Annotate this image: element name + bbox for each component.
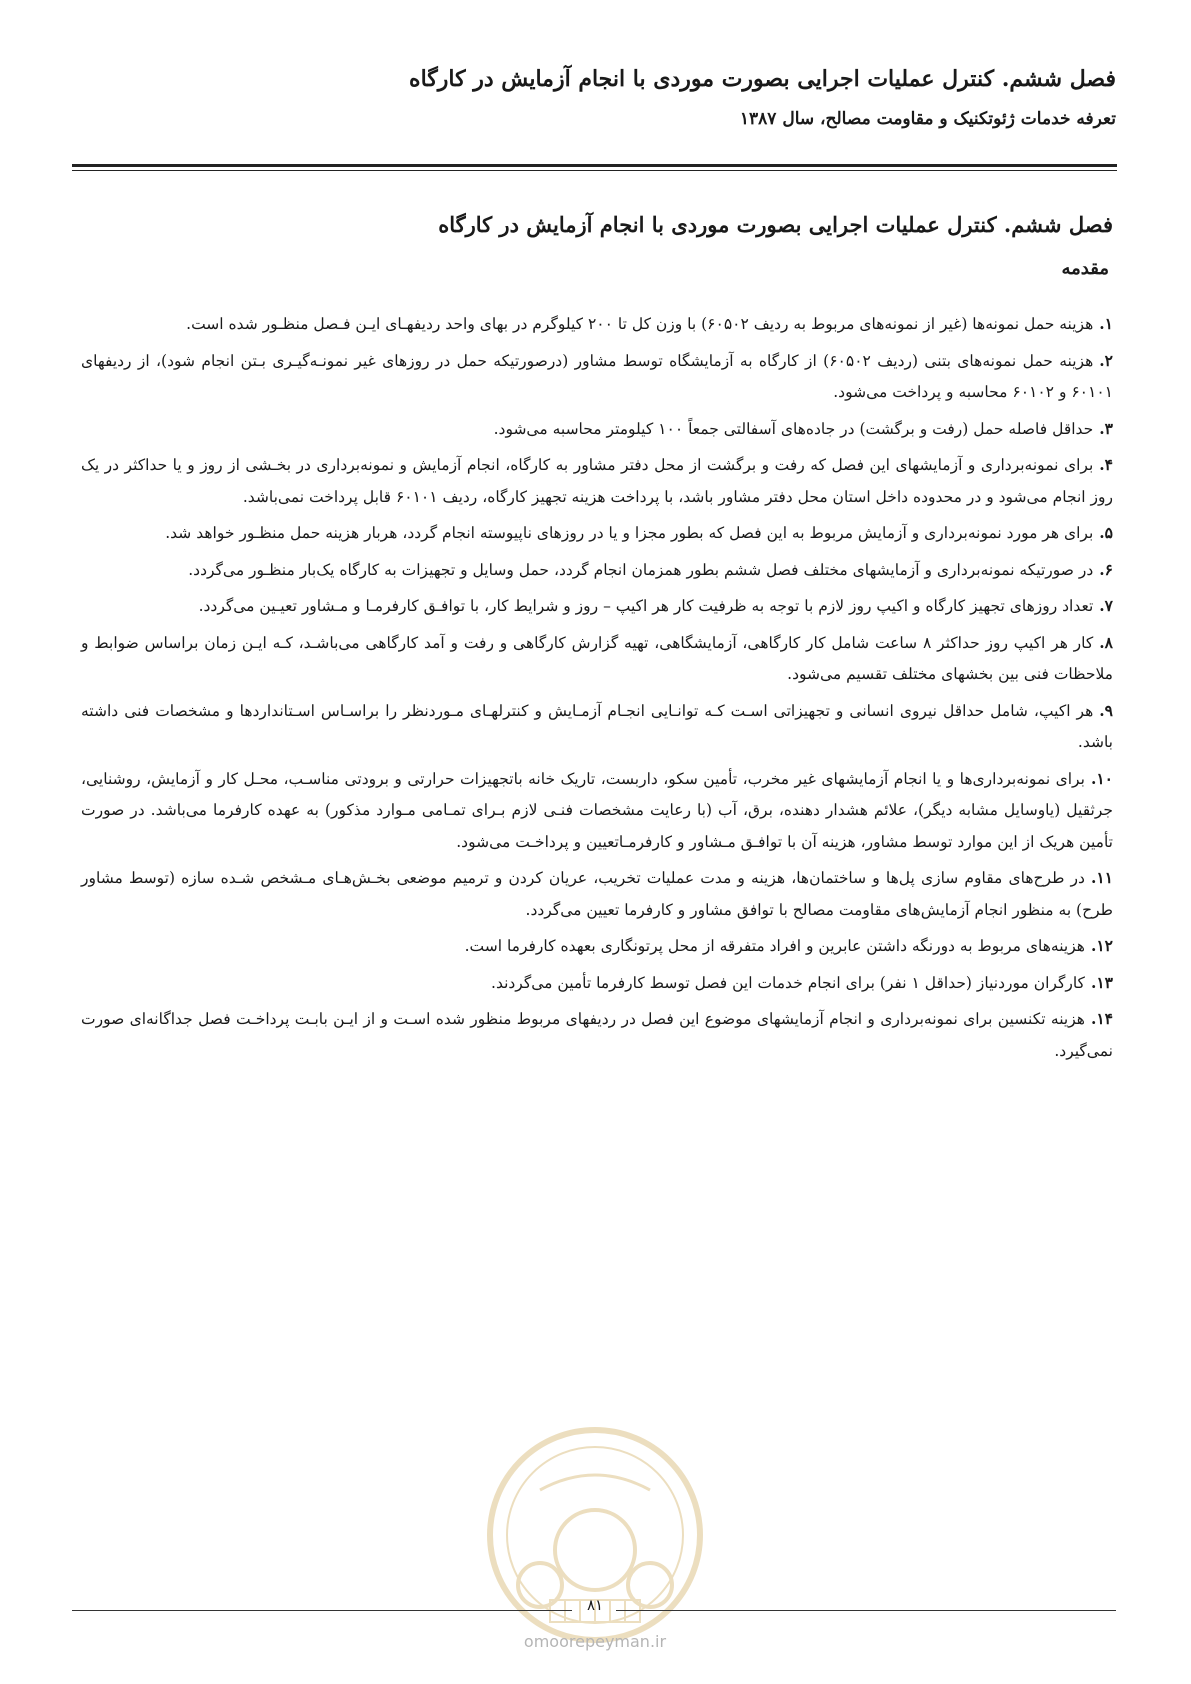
list-item xyxy=(81,554,1113,587)
item-number: ۷. xyxy=(1099,596,1113,615)
list-item xyxy=(81,862,1113,926)
item-number: ۹. xyxy=(1099,700,1113,720)
list-item xyxy=(81,345,1113,409)
item-number: ۲. xyxy=(1099,350,1113,370)
item-text: هر اکیپ، شامل حداقل نیروی انسانی و تجهیزاتی اسـت کـه توانـایی انجـام آزمـایش و کنترلهـای مـوردنظر را براسـاس اسـتانداردها و مشخصات فنی داشته باشد. xyxy=(81,701,1113,751)
item-text: هزینه حمل نمونه‌های بتنی (ردیف ۶۰۵۰۲) از کارگاه به آزمایشگاه توسط مشاور (درصورتیکه حمل در روزهای غیر نمونـه‌گیـری بـتن انجام شود)، از ردیفهای ۶۰۱۰۱ و ۶۰۱۰۲ محاسبه و پرداخت می‌شود. xyxy=(81,351,1113,401)
list-item xyxy=(81,413,1113,446)
list-item xyxy=(81,517,1113,550)
list-item xyxy=(81,967,1113,1000)
header-subtitle: تعرفه خدمات ژئوتکنیک و مقاومت مصالح، سال ۱۳۸۷ xyxy=(739,109,1116,129)
item-number: ۳. xyxy=(1099,418,1113,438)
item-number: ۱۱. xyxy=(1090,868,1113,887)
item-number: ۱. xyxy=(1099,314,1113,333)
list-item xyxy=(81,763,1113,859)
footer-rule-left xyxy=(72,1610,572,1611)
item-text: در طرح‌های مقاوم سازی پل‌ها و ساختمان‌ها، هزینه و مدت عملیات تخریب، عریان کردن و ترمیم موضعی بخـش‌هـای مـشخص شـده سازه (توسط مشاور طرح) به منظور انجام آزمایش‌های مقاومت مصالح با توافق مشاور و کارفرما تعیین می‌گردد. xyxy=(81,869,1113,919)
item-number: ۱۴. xyxy=(1090,1009,1113,1028)
header-rule-thick xyxy=(72,164,1117,167)
item-number: ۸. xyxy=(1099,632,1113,652)
list-item xyxy=(81,308,1113,341)
item-text: هزینه حمل نمونه‌ها (غیر از نمونه‌های مربوط به ردیف ۶۰۵۰۲) با وزن کل تا ۲۰۰ کیلوگرم در بهای واحد ردیفهـای ایـن فـصل منظـور شده است. xyxy=(186,315,1094,333)
item-text: کار هر اکیپ روز حداکثر ۸ ساعت شامل کار کارگاهی، آزمایشگاهی، تهیه گزارش کارگاهی و رفت و آمد کارگاهی می‌باشـد، کـه ایـن زمان براساس ضوابط و ملاحظات فنی بین بخشهای مختلف تقسیم می‌شود. xyxy=(81,633,1113,683)
item-text: هزینه تکنسین برای نمونه‌برداری و انجام آزمایشهای موضوع این فصل در ردیفهای مربوط منظور شده اسـت و از ایـن بابـت پرداخـت فصل جداگانه‌ای صورت نمی‌گیرد. xyxy=(81,1010,1113,1060)
list-item xyxy=(81,590,1113,623)
item-number: ۶. xyxy=(1099,559,1113,579)
document-body xyxy=(81,208,1113,1071)
list-item xyxy=(81,627,1113,691)
item-text: در صورتیکه نمونه‌برداری و آزمایشهای مختلف فصل ششم بطور همزمان انجام گردد، حمل وسایل و تجهیزات به کارگاه یک‌بار منظـور می‌گردد. xyxy=(188,560,1094,579)
chapter-title: فصل ششم. کنترل عملیات اجرایی بصورت موردی با انجام آزمایش در کارگاه xyxy=(438,212,1113,237)
running-header xyxy=(76,62,1116,134)
item-number: ۱۲. xyxy=(1090,936,1113,955)
header-title: فصل ششم. کنترل عملیات اجرایی بصورت موردی با انجام آزمایش در کارگاه xyxy=(409,66,1116,92)
page-number: ۸۱ xyxy=(586,1596,604,1614)
item-text: برای نمونه‌برداری و آزمایشهای این فصل که رفت و برگشت از محل دفتر مشاور به کارگاه، انجام آزمایش و نمونه‌برداری در بخـشی از روز و یا حداکثر در یک روز انجام می‌شود و در محدوده داخل استان محل دفتر مشاور باشد، با پرداخت هزینه تجهیز کارگاه، ردیف ۶۰۱۰۱ قابل پرداخت نمی‌باشد. xyxy=(81,456,1113,506)
item-number: ۱۰. xyxy=(1090,768,1113,788)
item-number: ۵. xyxy=(1099,523,1113,542)
site-watermark: omoorepeyman.ir xyxy=(523,1632,667,1651)
list-item xyxy=(81,449,1113,513)
item-number: ۱۳. xyxy=(1090,972,1113,992)
list-item xyxy=(81,695,1113,759)
header-rule-thin xyxy=(72,170,1117,171)
footer-rule-right xyxy=(616,1610,1116,1611)
item-text: تعداد روزهای تجهیز کارگاه و اکیپ روز لازم با توجه به ظرفیت کار هر اکیپ – روز و شرایط کار، با توافـق کارفرمـا و مـشاور تعیـین می‌گردد. xyxy=(198,597,1094,615)
intro-heading: مقدمه xyxy=(1061,258,1109,279)
item-text: برای هر مورد نمونه‌برداری و آزمایش مربوط به این فصل که بطور مجزا و یا در روزهای ناپیوسته انجام گردد، هربار هزینه حمل منظـور خواهد شد. xyxy=(165,524,1094,542)
item-text: برای نمونه‌برداری‌ها و یا انجام آزمایشهای غیر مخرب، تأمین سکو، داربست، تاریک خانه باتجهیزات حرارتی و برودتی مناسـب، محـل کار و آزمایش، روشنایی، جرثقیل (یاوسایل مشابه دیگر)، علائم هشدار دهنده، برق، آب (با رعایت مشخصات فنـی لازم بـرای تمـامی مـوارد مذکور) به عهده کارفرما می‌باشد. در صورت تأمین هریک از این موارد توسط مشاور، هزینه آن با توافـق مـشاور و کارفرمـاتعیین و پرداخـت می‌شود. xyxy=(81,769,1113,851)
list-item xyxy=(81,1003,1113,1067)
item-number: ۴. xyxy=(1099,455,1113,474)
item-text: هزینه‌های مربوط به دورنگه داشتن عابرین و افراد متفرقه از محل پرتونگاری بعهده کارفرما است. xyxy=(464,937,1085,955)
seal-watermark-icon xyxy=(480,1420,710,1650)
list-item xyxy=(81,930,1113,963)
item-text: کارگران موردنیاز (حداقل ۱ نفر) برای انجام خدمات این فصل توسط کارفرما تأمین می‌گردند. xyxy=(491,973,1085,992)
item-text: حداقل فاصله حمل (رفت و برگشت) در جاده‌های آسفالتی جمعاً ۱۰۰ کیلومتر محاسبه می‌شود. xyxy=(493,419,1094,438)
